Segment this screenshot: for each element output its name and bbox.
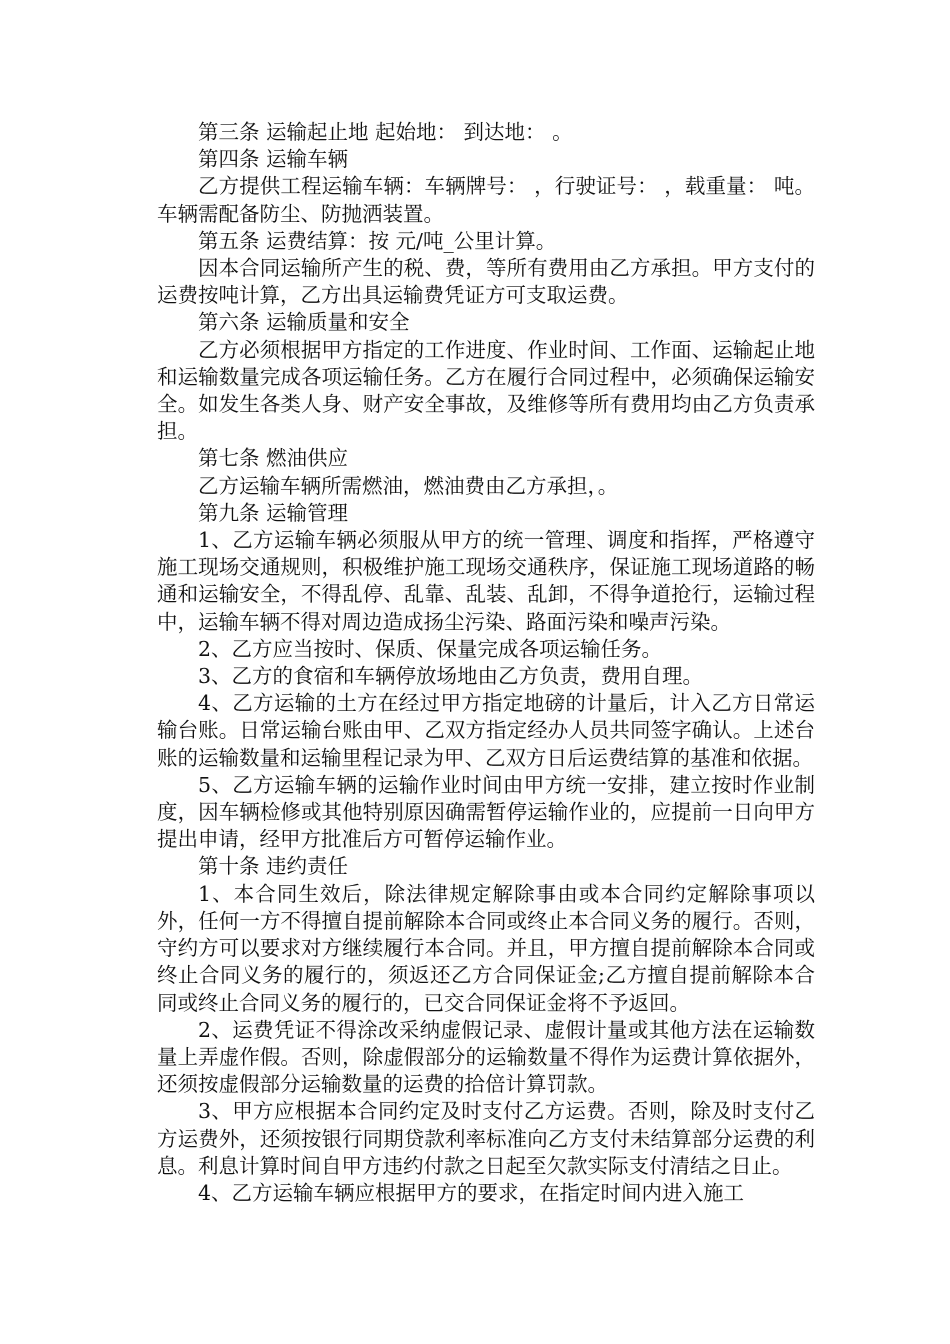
article-10-item-1: 1、本合同生效后，除法律规定解除事由或本合同约定解除事项以外，任何一方不得擅自提前解除本合同或终止本合同义务的履行。否则，守约方可以要求对方继续履行本合同。并且，甲方擅自提前解除本合同或终止合同义务的履行的，须返还乙方合同保证金;乙方擅自提前解除本合同或终止合同义务的履行的，已交合同保证金将不予返回。 [157,881,815,1015]
article-9-item-4: 4、乙方运输的土方在经过甲方指定地磅的计量后，计入乙方日常运输台账。日常运输台账由甲、乙双方指定经办人员共同签字确认。上述台账的运输数量和运输里程记录为甲、乙双方日后运费结算的基准和依据。 [157,691,815,770]
article-7-fuel-text: 乙方运输车辆所需燃油，燃油费由乙方承担，。 [198,473,619,498]
article-9-item-3: 3、乙方的食宿和车辆停放场地由乙方负责，费用自理。 [198,664,704,689]
article-9-item-1: 1、乙方运输车辆必须服从甲方的统一管理、调度和指挥，严格遵守施工现场交通规则，积极维护施工现场交通秩序，保证施工现场道路的畅通和运输安全，不得乱停、乱靠、乱装、乱卸，不得争道抢行，运输过程中，运输车辆不得对周边造成扬尘污染、路面污染和噪声污染。 [157,528,815,634]
article-7-heading: 第七条 燃油供应 [198,446,349,471]
article-5-tax-text: 因本合同运输所产生的税、费，等所有费用由乙方承担。甲方支付的运费按吨计算，乙方出具运输费凭证方可支取运费。 [157,256,815,308]
article-10-item-2: 2、运费凭证不得涂改采纳虚假记录、虚假计量或其他方法在运输数量上弄虚作假。否则，除虚假部分的运输数量不得作为运费计算依据外，还须按虚假部分运输数量的运费的拾倍计算罚款。 [157,1017,815,1097]
article-6-heading: 第六条 运输质量和安全 [198,310,410,335]
article-9-item-5: 5、乙方运输车辆的运输作业时间由甲方统一安排，建立按时作业制度，因车辆检修或其他特别原因确需暂停运输作业的，应提前一日向甲方提出申请，经甲方批准后方可暂停运输作业。 [157,772,815,852]
article-10-item-3: 3、甲方应根据本合同约定及时支付乙方运费。否则，除及时支付乙方运费外，还须按银行同期贷款利率标准向乙方支付未结算部分运费的利息。利息计算时间自甲方违约付款之日起至欠款实际支付清结之日止。 [157,1099,815,1178]
article-9-item-2: 2、乙方应当按时、保质、保量完成各项运输任务。 [198,636,663,661]
article-4-heading: 第四条 运输车辆 [198,147,349,172]
article-5-settlement: 第五条 运费结算：按 元/吨_公里计算。 [198,228,557,253]
document-page [157,119,815,1207]
article-10-heading: 第十条 违约责任 [198,854,349,879]
article-9-heading: 第九条 运输管理 [198,500,349,525]
article-10-item-4: 4、乙方运输车辆应根据甲方的要求，在指定时间内进入施工 [198,1180,745,1205]
article-3-route: 第三条 运输起止地 起始地： 到达地： 。 [198,120,573,144]
article-6-safety-text: 乙方必须根据甲方指定的工作进度、作业时间、工作面、运输起止地和运输数量完成各项运输任务。乙方在履行合同过程中，必须确保运输安全。如发生各类人身、财产安全事故，及维修等所有费用均由乙方负责承担。 [157,337,815,444]
article-4-vehicle-text: 乙方提供工程运输车辆：车辆牌号： ，行驶证号： ，载重量： 吨。车辆需配备防尘、防抛洒装置。 [157,174,815,226]
